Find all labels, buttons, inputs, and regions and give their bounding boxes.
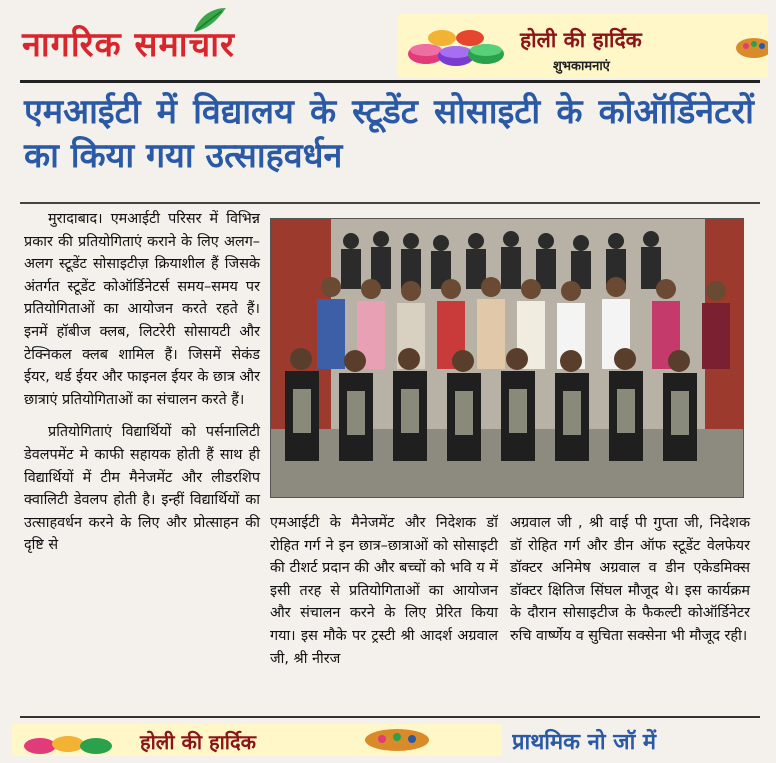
paper-name: नागरिक समाचार — [22, 25, 235, 65]
bottom-divider — [20, 716, 760, 718]
holi-greeting-line1: होली की हार्दिक — [520, 27, 642, 52]
paragraph-4: अग्रवाल जी , श्री वाई पी गुप्ता जी, निदेशक डॉ रोहित गर्ग और डीन ऑफ स्टूडेंट वेलफेयर डॉक्टर अनिमेष अग्रवाल व डीन एकेडमिक्स डॉक्टर क्षितिज सिंघल मौजूद थे। इस कार्यक्रम के दौरान सोसाइटीज के फैकल्टी कोऑर्डिनेटर रुचि वार्ष्णेय व सुचिता सक्सेना भी मौजूद रही। — [510, 515, 750, 644]
leaf-icon — [190, 6, 228, 36]
group-photo-illustration — [271, 219, 744, 498]
color-plate-icon — [362, 726, 432, 754]
next-story-headline-fragment: प्राथमिक नो जॉ में — [512, 730, 657, 755]
article-column-3 — [510, 512, 750, 658]
masthead-divider — [20, 80, 760, 83]
article-column-2 — [270, 512, 498, 680]
article-column-1 — [24, 208, 260, 567]
color-bowls-icon — [400, 14, 520, 78]
bottom-holi-banner — [12, 724, 502, 756]
bottom-holi-text: होली की हार्दिक — [140, 730, 256, 754]
paragraph-3: एमआईटी के मैनेजमेंट और निदेशक डॉ रोहित गर्ग ने इन छात्र–छात्राओं को सोसाइटी की टीशर्ट प्रदान की और बच्चों को भवि य में इसी तरह से प्रतियोगिताओं का आयोजन और संचालन करने के लिए प्रेरित किया गया। इस मौके पर ट्रस्टी श्री आदर्श अग्रवाल जी, श्री नीरज — [270, 515, 498, 667]
group-photo — [270, 218, 744, 498]
color-plate-icon — [734, 32, 768, 62]
color-bowls-icon — [18, 724, 128, 756]
holi-greeting-line2: शुभकामनाएं — [553, 59, 610, 74]
article-headline: एमआईटी में विद्यालय के स्टूडेंट सोसाइटी के कोऑर्डिनेटरों का किया गया उत्साहवर्धन — [24, 92, 754, 176]
holi-greeting-banner — [398, 14, 768, 78]
paragraph-1: मुरादाबाद। एमआईटी परिसर में विभिन्न प्रकार की प्रतियोगिताएं कराने के लिए अलग–अलग स्टूडेंट सोसाइटीज़ क्रियाशील हैं जिसके अंतर्गत स्टूडेंट कोऑर्डिनेटर्स समय–समय पर प्रतियोगिताओं का आयोजन करते रहते हैं। इनमें हॉबीज क्लब, लिटरेरी सोसायटी और टेक्निकल क्लब शामिल हैं। जिसमें सेकंड ईयर, थर्ड ईयर और फाइनल ईयर के छात्र और छात्राएं प्रतियोगिताओं का संचालन करते हैं। — [24, 211, 260, 408]
paragraph-2: प्रतियोगिताएं विद्यार्थियों को पर्सनालिटी डेवलपमेंट मे काफी सहायक होती हैं साथ ही विद्यार्थियों में टीम मैनेजमेंट और लीडरशिप क्वालिटी डेवलप होती है। इन्हीं विद्यार्थियों का उत्साहवर्धन करने के लिए और प्रोत्साहन की दृष्टि से — [24, 424, 260, 554]
headline-divider — [20, 202, 760, 204]
masthead — [8, 6, 768, 78]
